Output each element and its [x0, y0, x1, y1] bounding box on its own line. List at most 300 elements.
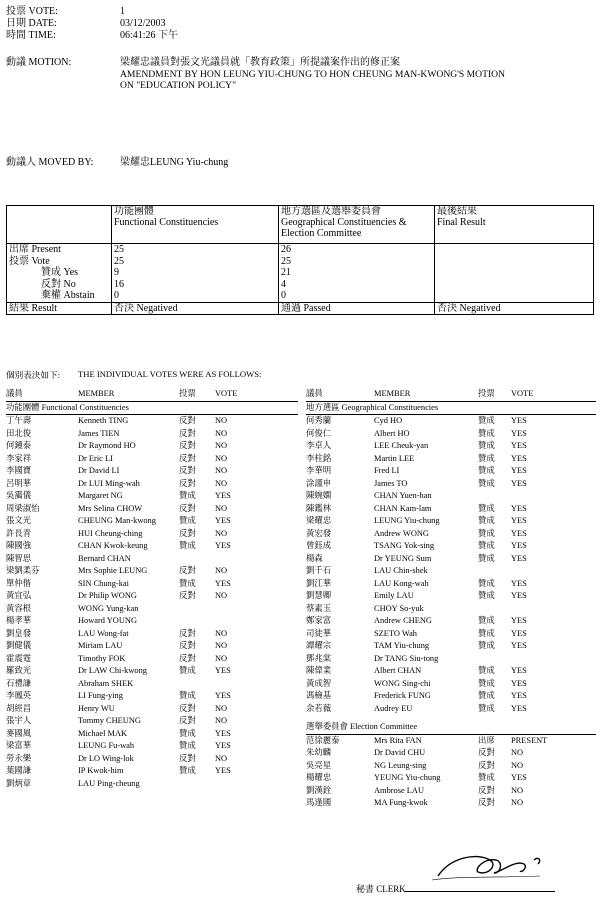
vote-zh: 反對 [179, 703, 196, 713]
member-name-zh: 鄭家富 [306, 616, 332, 625]
member-name-zh: 梁劉柔芬 [6, 566, 40, 575]
vote-en: NO [215, 428, 228, 438]
vote-row [6, 540, 298, 553]
member-name-zh: 霍震霆 [6, 653, 32, 663]
vote-en: NO [511, 785, 524, 795]
summary-header-gc: 地方選區及選舉委員會 Geographical Constituencies & Election Committee [279, 206, 435, 244]
vote-row [6, 440, 298, 453]
member-name-en: SIN Chung-kai [78, 578, 129, 588]
date-value: 03/12/2003 [120, 18, 166, 29]
mover-name: 梁耀忠LEUNG Yiu-chung [120, 157, 229, 168]
member-name-en: LAU Ping-cheung [78, 778, 140, 788]
member-name-en: Martin LEE [374, 453, 415, 463]
vote-row [6, 465, 298, 478]
member-name-zh: 胡經昌 [6, 703, 32, 713]
vote-en: YES [511, 578, 527, 588]
member-name-zh: 楊耀忠 [306, 773, 332, 782]
member-name-zh: 余若薇 [306, 703, 332, 713]
vote-zh: 贊成 [478, 703, 495, 713]
member-name-en: TAM Yiu-chung [374, 641, 430, 650]
vote-en: YES [511, 541, 527, 550]
vote-zh: 反對 [179, 466, 196, 475]
member-name-zh: 朱幼麟 [306, 748, 332, 757]
vote-row [6, 653, 298, 666]
member-name-zh: 何俊仁 [306, 428, 332, 438]
member-name-en: IP Kwok-him [78, 766, 124, 775]
vote-row [6, 703, 298, 716]
vote-zh: 贊成 [478, 678, 495, 688]
member-name-zh: 梁富華 [6, 741, 32, 750]
member-name-zh: 李鳳英 [6, 691, 32, 700]
member-name-en: WONG Yung-kan [78, 603, 139, 613]
vote-zh: 贊成 [478, 541, 495, 550]
vote-zh: 贊成 [478, 666, 495, 675]
vote-row [6, 503, 298, 516]
member-name-zh: 司徒華 [306, 628, 332, 638]
vote-row [306, 703, 596, 716]
vote-en: NO [215, 653, 228, 663]
vote-en: NO [511, 748, 524, 757]
gc-vote-list [306, 388, 596, 810]
vote-zh: 贊成 [179, 741, 196, 750]
motion-label: 動議 MOTION: [6, 57, 72, 68]
member-name-zh: 張宇人 [6, 716, 32, 725]
vote-zh: 贊成 [478, 478, 495, 488]
summary-header-fc: 功能團體 Functional Constituencies [112, 206, 279, 244]
vote-row [306, 440, 596, 453]
member-name-zh: 劉千石 [306, 566, 332, 575]
vote-en: NO [215, 628, 228, 638]
vote-zh: 反對 [179, 503, 196, 513]
member-name-en: Frederick FUNG [374, 691, 431, 700]
member-name-en: Mrs Rita FAN [374, 735, 422, 745]
vote-zh: 反對 [179, 428, 196, 438]
motion-title-en-2: ON "EDUCATION POLICY" [120, 80, 237, 91]
member-name-zh: 黃宏發 [306, 528, 332, 538]
member-name-zh: 劉炳章 [6, 778, 32, 788]
member-name-zh: 涂謹申 [306, 478, 332, 488]
vote-en: NO [215, 591, 228, 600]
vote-en: YES [511, 616, 527, 625]
member-name-en: CHOY So-yuk [374, 603, 424, 613]
vote-row [6, 490, 298, 503]
summary-fc-counts: 25 25 9 16 0 [112, 244, 279, 303]
vote-row [6, 628, 298, 641]
summary-result-label: 結果 Result [7, 302, 112, 314]
member-name-zh: 劉慧卿 [306, 591, 332, 600]
vote-en: YES [511, 678, 527, 688]
vote-zh: 出席 [478, 735, 495, 745]
vote-row [6, 565, 298, 578]
member-name-zh: 陳國強 [6, 541, 32, 550]
vote-en: YES [215, 766, 231, 775]
member-name-en: Ambrose LAU [374, 785, 425, 795]
member-name-zh: 梁耀忠 [306, 516, 332, 525]
vote-zh: 反對 [478, 748, 495, 757]
member-name-zh: 周梁淑怡 [6, 503, 40, 513]
vote-row [6, 665, 298, 678]
member-name-en: Dr Eric LI [78, 453, 113, 463]
time-value: 06:41:26 下午 [120, 30, 179, 41]
vote-row [306, 578, 596, 591]
member-name-en: CHAN Kam-lam [374, 503, 432, 513]
member-name-en: James TO [374, 478, 408, 488]
member-name-en: Henry WU [78, 703, 115, 713]
vote-zh: 贊成 [478, 453, 495, 463]
member-name-en: Mrs Sophie LEUNG [78, 566, 148, 575]
member-name-zh: 石禮謙 [6, 678, 32, 688]
vote-en: YES [511, 453, 527, 463]
vote-zh: 反對 [478, 760, 495, 770]
vote-row [306, 528, 596, 541]
vote-en: NO [215, 466, 228, 475]
member-name-zh: 馬逢國 [306, 798, 332, 807]
vote-zh: 反對 [179, 628, 196, 638]
motion-title-en-1: AMENDMENT BY HON LEUNG YIU-CHUNG TO HON CHEUNG MAN-KWONG'S MOTION [120, 69, 506, 80]
vote-row [306, 735, 596, 748]
motion-title-zh: 梁耀忠議員對張文光議員就「教育政策」所提議案作出的修正案 [120, 57, 400, 68]
vote-row [6, 765, 298, 778]
vote-row [6, 553, 298, 566]
member-name-en: Dr David LI [78, 466, 120, 475]
vote-row [6, 615, 298, 628]
vote-zh: 贊成 [478, 416, 495, 425]
member-name-zh: 楊孝華 [6, 616, 32, 625]
vote-en: YES [511, 773, 527, 782]
vote-zh: 反對 [179, 453, 196, 463]
member-name-en: Dr YEUNG Sum [374, 553, 432, 563]
member-name-en: CHAN Kwok-keung [78, 541, 148, 550]
vote-row [306, 565, 596, 578]
vote-en: YES [511, 516, 527, 525]
member-name-en: Fred LI [374, 466, 400, 475]
member-name-en: LEE Cheuk-yan [374, 441, 429, 450]
member-name-zh: 呂明華 [6, 478, 32, 488]
member-name-zh: 黃宜弘 [6, 591, 32, 600]
member-name-en: CHAN Yuen-han [374, 491, 432, 500]
clerk-label: 秘書 CLERK [356, 884, 406, 894]
individual-label-zh: 個別表決如下: [6, 370, 60, 380]
member-name-zh: 張文光 [6, 516, 32, 525]
member-name-en: Albert CHAN [374, 666, 422, 675]
vote-row [6, 778, 298, 791]
vote-zh: 贊成 [478, 466, 495, 475]
member-name-en: Howard YOUNG [78, 616, 138, 625]
vote-zh: 反對 [179, 566, 196, 575]
vote-en: NO [215, 716, 228, 725]
vote-en: NO [215, 416, 228, 425]
vote-row [6, 528, 298, 541]
vote-en: YES [215, 516, 231, 525]
vote-en: YES [511, 503, 527, 513]
vote-zh: 反對 [478, 798, 495, 807]
vote-zh: 贊成 [179, 666, 196, 675]
summary-final-blank [435, 244, 594, 303]
vote-zh: 反對 [179, 753, 196, 763]
vote-en: YES [215, 491, 231, 500]
member-name-en: Dr Raymond HO [78, 441, 136, 450]
vote-zh: 贊成 [179, 516, 196, 525]
member-name-en: Cyd HO [374, 416, 403, 425]
vote-zh: 贊成 [478, 516, 495, 525]
member-name-zh: 黃容根 [6, 603, 32, 613]
member-name-en: LAU Kong-wah [374, 578, 429, 588]
member-name-zh: 范徐麗泰 [306, 735, 340, 745]
vote-row [6, 678, 298, 691]
vote-label: 投票 VOTE: [6, 6, 58, 17]
vote-row [6, 578, 298, 591]
member-name-zh: 楊森 [306, 553, 323, 563]
date-label: 日期 DATE: [6, 18, 57, 29]
summary-header-final: 最後結果 Final Result [435, 206, 594, 244]
member-name-zh: 劉皇發 [6, 628, 32, 638]
summary-corner-cell [7, 206, 112, 244]
vote-en: NO [215, 703, 228, 713]
vote-zh: 反對 [179, 416, 196, 425]
gc-section-title: 地方選區 Geographical Constituencies [306, 402, 596, 416]
member-name-zh: 吳亮星 [306, 760, 332, 770]
vote-row [306, 590, 596, 603]
member-name-zh: 劉漢銓 [306, 785, 332, 795]
vote-zh: 贊成 [179, 691, 196, 700]
summary-gc-counts: 26 25 21 4 0 [279, 244, 435, 303]
vote-en: YES [215, 541, 231, 550]
member-name-zh: 劉江華 [306, 578, 332, 588]
member-name-en: Dr LAW Chi-kwong [78, 666, 147, 675]
vote-row [6, 515, 298, 528]
member-name-zh: 陳鑑林 [306, 503, 332, 513]
vote-row [6, 640, 298, 653]
time-label: 時間 TIME: [6, 30, 56, 41]
vote-row [306, 678, 596, 691]
member-name-zh: 譚耀宗 [306, 641, 332, 650]
member-name-en: WONG Sing-chi [374, 678, 431, 688]
vote-zh: 贊成 [478, 428, 495, 438]
vote-row [6, 753, 298, 766]
member-name-en: Dr LUI Ming-wah [78, 478, 140, 488]
vote-en: YES [215, 728, 231, 738]
member-name-zh: 李柱銘 [306, 453, 332, 463]
vote-zh: 反對 [179, 716, 196, 725]
member-name-zh: 勞永樂 [6, 753, 32, 763]
vote-zh: 贊成 [478, 641, 495, 650]
vote-number: 1 [120, 6, 125, 17]
vote-zh: 反對 [179, 441, 196, 450]
member-name-zh: 李卓人 [306, 441, 332, 450]
member-name-en: Dr LO Wing-lok [78, 753, 134, 763]
vote-zh: 贊成 [478, 553, 495, 563]
member-name-en: Dr TANG Siu-tong [374, 653, 439, 663]
vote-zh: 贊成 [478, 628, 495, 638]
member-name-en: Kenneth TING [78, 416, 129, 425]
vote-en: YES [511, 478, 527, 488]
member-name-zh: 劉健儀 [6, 641, 32, 650]
vote-zh: 反對 [478, 785, 495, 795]
vote-en: YES [511, 466, 527, 475]
vote-row [6, 415, 298, 428]
vote-zh: 反對 [179, 653, 196, 663]
vote-en: YES [215, 741, 231, 750]
vote-zh: 贊成 [478, 773, 495, 782]
member-name-zh: 黃成智 [306, 678, 332, 688]
member-name-en: Emily LAU [374, 591, 414, 600]
member-name-zh: 麥國風 [6, 728, 32, 738]
member-name-en: MA Fung-kwok [374, 798, 428, 807]
member-name-zh: 鄧兆棠 [306, 653, 332, 663]
member-name-en: LAU Wong-fat [78, 628, 129, 638]
vote-row [306, 797, 596, 810]
vote-row [306, 747, 596, 760]
member-name-en: Andrew WONG [374, 528, 429, 538]
vote-row [6, 453, 298, 466]
vote-zh: 贊成 [478, 616, 495, 625]
vote-row [306, 690, 596, 703]
member-name-zh: 陳婉嫻 [306, 491, 332, 500]
vote-zh: 反對 [179, 641, 196, 650]
member-name-zh: 李華明 [306, 466, 332, 475]
summary-final-result: 否決 Negatived [435, 302, 594, 314]
vote-row [6, 690, 298, 703]
vote-en: YES [511, 641, 527, 650]
fc-section-title: 功能團體 Functional Constituencies [6, 402, 298, 416]
member-name-zh: 許長青 [6, 528, 32, 538]
member-name-en: YEUNG Yiu-chung [374, 773, 441, 782]
member-name-zh: 陳偉業 [306, 666, 332, 675]
vote-en: YES [511, 591, 527, 600]
vote-zh: 反對 [179, 478, 196, 488]
member-name-en: James TIEN [78, 428, 120, 438]
member-name-en: Bernard CHAN [78, 553, 131, 563]
vote-en: PRESENT [511, 735, 548, 745]
vote-en: YES [511, 416, 527, 425]
vote-zh: 反對 [179, 528, 196, 538]
fc-column-header: 議員 MEMBER 投票 VOTE [6, 388, 298, 402]
vote-zh: 贊成 [478, 503, 495, 513]
vote-en: YES [511, 691, 527, 700]
summary-row-labels: 出席 Present 投票 Vote 贊成 Yes 反對 No 棄權 Abstain [7, 244, 112, 303]
clerk-signature [430, 846, 560, 886]
member-name-en: Audrey EU [374, 703, 413, 713]
vote-en: NO [511, 798, 524, 807]
member-name-zh: 單仲偕 [6, 578, 32, 588]
vote-zh: 贊成 [478, 441, 495, 450]
member-name-zh: 何鍾泰 [6, 441, 32, 450]
vote-row [306, 653, 596, 666]
member-name-en: HUI Cheung-ching [78, 528, 143, 538]
vote-zh: 贊成 [478, 691, 495, 700]
member-name-en: Timothy FOK [78, 653, 126, 663]
vote-row [6, 740, 298, 753]
vote-row [306, 553, 596, 566]
member-name-en: Tommy CHEUNG [78, 716, 141, 725]
member-name-zh: 李國寶 [6, 466, 32, 475]
vote-en: YES [215, 578, 231, 588]
vote-row [6, 728, 298, 741]
member-name-en: Mrs Selina CHOW [78, 503, 143, 513]
member-name-zh: 何秀蘭 [306, 416, 332, 425]
vote-row [306, 772, 596, 785]
vote-row [306, 453, 596, 466]
vote-row [306, 428, 596, 441]
vote-zh: 贊成 [179, 578, 196, 588]
vote-row [306, 603, 596, 616]
summary-gc-result: 通過 Passed [279, 302, 435, 314]
fc-vote-list [6, 388, 298, 790]
vote-en: YES [215, 691, 231, 700]
vote-en: YES [215, 666, 231, 675]
vote-en: NO [215, 503, 228, 513]
member-name-zh: 馮檢基 [306, 691, 332, 700]
member-name-zh: 羅致光 [6, 666, 32, 675]
vote-row [306, 628, 596, 641]
member-name-en: LEUNG Fu-wah [78, 741, 135, 750]
vote-en: NO [215, 528, 228, 538]
member-name-en: Andrew CHENG [374, 616, 432, 625]
vote-en: NO [511, 760, 524, 770]
member-name-en: CHEUNG Man-kwong [78, 516, 156, 525]
vote-zh: 贊成 [478, 528, 495, 538]
vote-en: YES [511, 428, 527, 438]
vote-row [306, 465, 596, 478]
member-name-en: LEUNG Yiu-chung [374, 516, 440, 525]
mover-label: 動議人 MOVED BY: [6, 157, 94, 168]
vote-en: NO [215, 753, 228, 763]
vote-row [6, 478, 298, 491]
member-name-en: LAU Chin-shek [374, 566, 428, 575]
vote-row [306, 415, 596, 428]
vote-row [306, 490, 596, 503]
vote-zh: 贊成 [478, 591, 495, 600]
member-name-en: SZETO Wah [374, 628, 417, 638]
vote-row [6, 428, 298, 441]
member-name-zh: 曾鈺成 [306, 541, 332, 550]
member-name-en: Dr David CHU [374, 748, 426, 757]
clerk-signature-line [405, 891, 555, 892]
gc-column-header: 議員 MEMBER 投票 VOTE [306, 388, 596, 402]
member-name-en: Miriam LAU [78, 641, 123, 650]
individual-label-en: THE INDIVIDUAL VOTES WERE AS FOLLOWS: [78, 369, 262, 379]
vote-zh: 贊成 [179, 728, 196, 738]
summary-fc-result: 否決 Negatived [112, 302, 279, 314]
vote-row [306, 515, 596, 528]
member-name-en: Michael MAK [78, 728, 128, 738]
vote-row [306, 615, 596, 628]
vote-en: NO [215, 641, 228, 650]
vote-en: NO [215, 478, 228, 488]
vote-row [6, 603, 298, 616]
member-name-zh: 丁午壽 [6, 416, 32, 425]
member-name-en: LI Fung-ying [78, 691, 123, 700]
vote-row [306, 540, 596, 553]
vote-row [306, 665, 596, 678]
vote-zh: 反對 [179, 591, 196, 600]
vote-zh: 贊成 [179, 541, 196, 550]
vote-row [306, 503, 596, 516]
vote-en: YES [511, 703, 527, 713]
vote-row [306, 760, 596, 773]
vote-en: YES [511, 441, 527, 450]
vote-zh: 贊成 [478, 578, 495, 588]
vote-en: YES [511, 628, 527, 638]
member-name-en: Albert HO [374, 428, 410, 438]
vote-en: NO [215, 441, 228, 450]
member-name-zh: 李家祥 [6, 453, 32, 463]
ec-section-title: 選舉委員會 Election Committee [306, 721, 596, 735]
vote-en: NO [215, 453, 228, 463]
member-name-zh: 陳智思 [6, 553, 32, 563]
vote-row [306, 478, 596, 491]
vote-en: YES [511, 528, 527, 538]
